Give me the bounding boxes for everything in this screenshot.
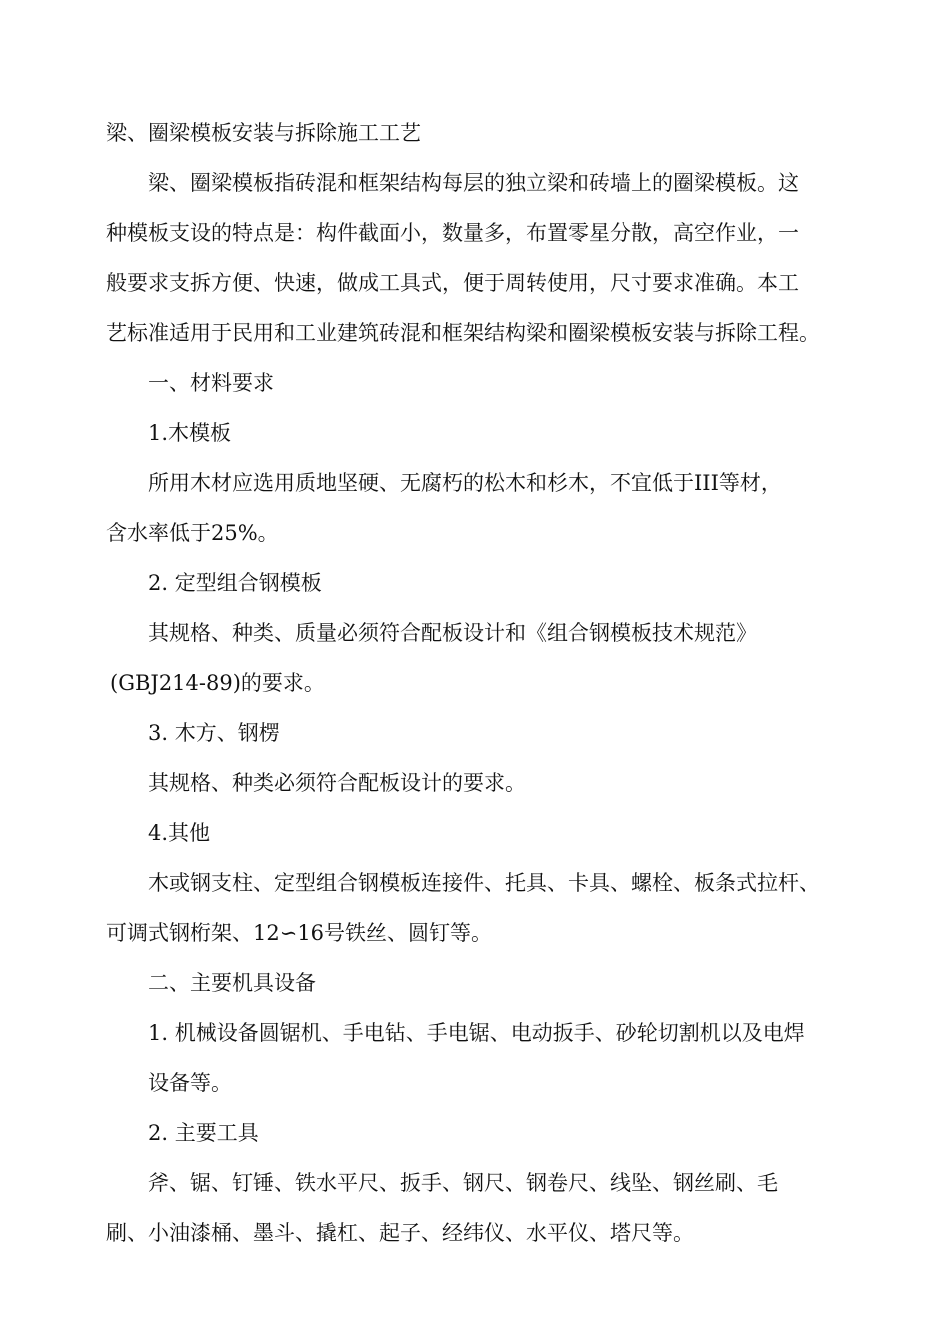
paragraph-line: 所用木材应选用质地坚硬、无腐朽的松木和杉木，不宜低于III等材，	[148, 471, 782, 495]
paragraph-line: 其规格、种类必须符合配板设计的要求。	[148, 771, 526, 795]
item-heading-steel-formwork: 2. 定型组合钢模板	[148, 571, 322, 595]
intro-line-1: 梁、圈梁模板指砖混和框架结构每层的独立梁和砖墙上的圈梁模板。这	[148, 171, 799, 195]
intro-line-4: 艺标准适用于民用和工业建筑砖混和框架结构梁和圈梁模板安装与拆除工程。	[106, 321, 820, 345]
paragraph-line: 刷、小油漆桶、墨斗、撬杠、起子、经纬仪、水平仪、塔尺等。	[106, 1221, 694, 1245]
document-title: 梁、圈梁模板安装与拆除施工工艺	[106, 121, 421, 145]
paragraph-line: 设备等。	[148, 1071, 232, 1095]
item-heading-main-tools: 2. 主要工具	[148, 1121, 259, 1145]
item-heading-wood-formwork: 1.木模板	[148, 421, 232, 445]
intro-line-2: 种模板支设的特点是：构件截面小，数量多，布置零星分散，高空作业，一	[106, 221, 799, 245]
intro-line-3: 般要求支拆方便、快速，做成工具式，便于周转使用，尺寸要求准确。本工	[106, 271, 799, 295]
section-heading-materials: 一、材料要求	[148, 371, 274, 395]
paragraph-line: 木或钢支柱、定型组合钢模板连接件、托具、卡具、螺栓、板条式拉杆、	[148, 871, 820, 895]
paragraph-line: 可调式钢桁架、12∽16号铁丝、圆钉等。	[106, 921, 493, 945]
section-heading-equipment: 二、主要机具设备	[148, 971, 316, 995]
paragraph-line: 斧、锯、钉锤、铁水平尺、扳手、钢尺、钢卷尺、线坠、钢丝刷、毛	[148, 1171, 778, 1195]
paragraph-line: (GBJ214-89)的要求。	[110, 671, 325, 695]
paragraph-line: 其规格、种类、质量必须符合配板设计和《组合钢模板技术规范》	[148, 621, 757, 645]
paragraph-line: 1. 机械设备圆锯机、手电钻、手电锯、电动扳手、砂轮切割机以及电焊	[148, 1021, 805, 1045]
item-heading-others: 4.其他	[148, 821, 211, 845]
paragraph-line: 含水率低于25%。	[106, 521, 279, 545]
item-heading-timber-steel-joists: 3. 木方、钢楞	[148, 721, 280, 745]
